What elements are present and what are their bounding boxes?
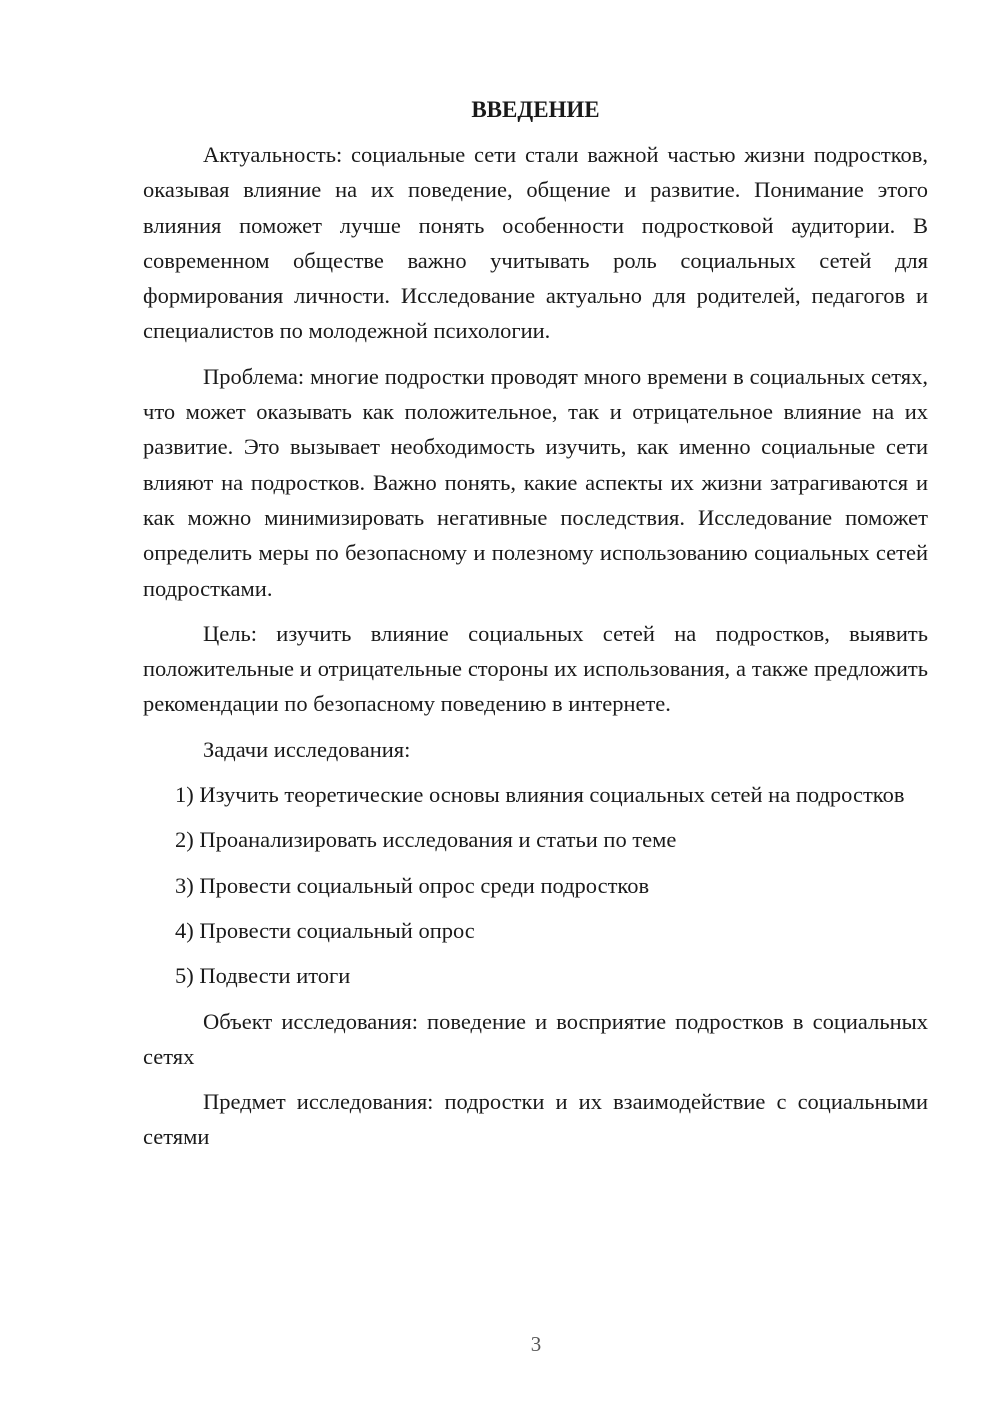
task-item: 4) Провести социальный опрос [175, 917, 475, 943]
subject-paragraph: Предмет исследования: подростки и их взаимодействие с социальными сетями [143, 1089, 928, 1150]
page-title: ВВЕДЕНИЕ [471, 97, 600, 122]
task-item: 5) Подвести итоги [175, 963, 351, 989]
task-item: 1) Изучить теоретические основы влияния социальных сетей на подростков [175, 782, 905, 808]
goal-paragraph: Цель: изучить влияние социальных сетей на подростков, выявить положительные и отрицательные стороны их использования, а также предложить рекомендации по безопасному поведению в интернете. [143, 620, 928, 717]
problem-paragraph: Проблема: многие подростки проводят много времени в социальных сетях, что может оказывать как положительное, так и отрицательное влияние на их развитие. Это вызывает необходимость изучить, как именно социальные сети влияют на подростков. Важно понять, какие аспекты их жизни затрагиваются и как можно минимизировать негативные последствия. Исследование поможет определить меры по безопасному и полезному использованию социальных сетей подростками. [143, 363, 928, 601]
relevance-paragraph: Актуальность: социальные сети стали важной частью жизни подростков, оказывая влияние на их поведение, общение и развитие. Понимание этого влияния поможет лучше понять особенности подростковой аудитории. В современном обществе важно учитывать роль социальных сетей для формирования личности. Исследование актуально для родителей, педагогов и специалистов по молодежной психологии. [143, 142, 928, 344]
task-item: 2) Проанализировать исследования и статьи по теме [175, 827, 677, 853]
object-paragraph: Объект исследования: поведение и восприятие подростков в социальных сетях [143, 1008, 928, 1069]
page-number: 3 [530, 1332, 542, 1356]
document-page [143, 92, 928, 1165]
tasks-heading: Задачи исследования: [203, 736, 411, 762]
task-item: 3) Провести социальный опрос среди подростков [175, 872, 650, 898]
